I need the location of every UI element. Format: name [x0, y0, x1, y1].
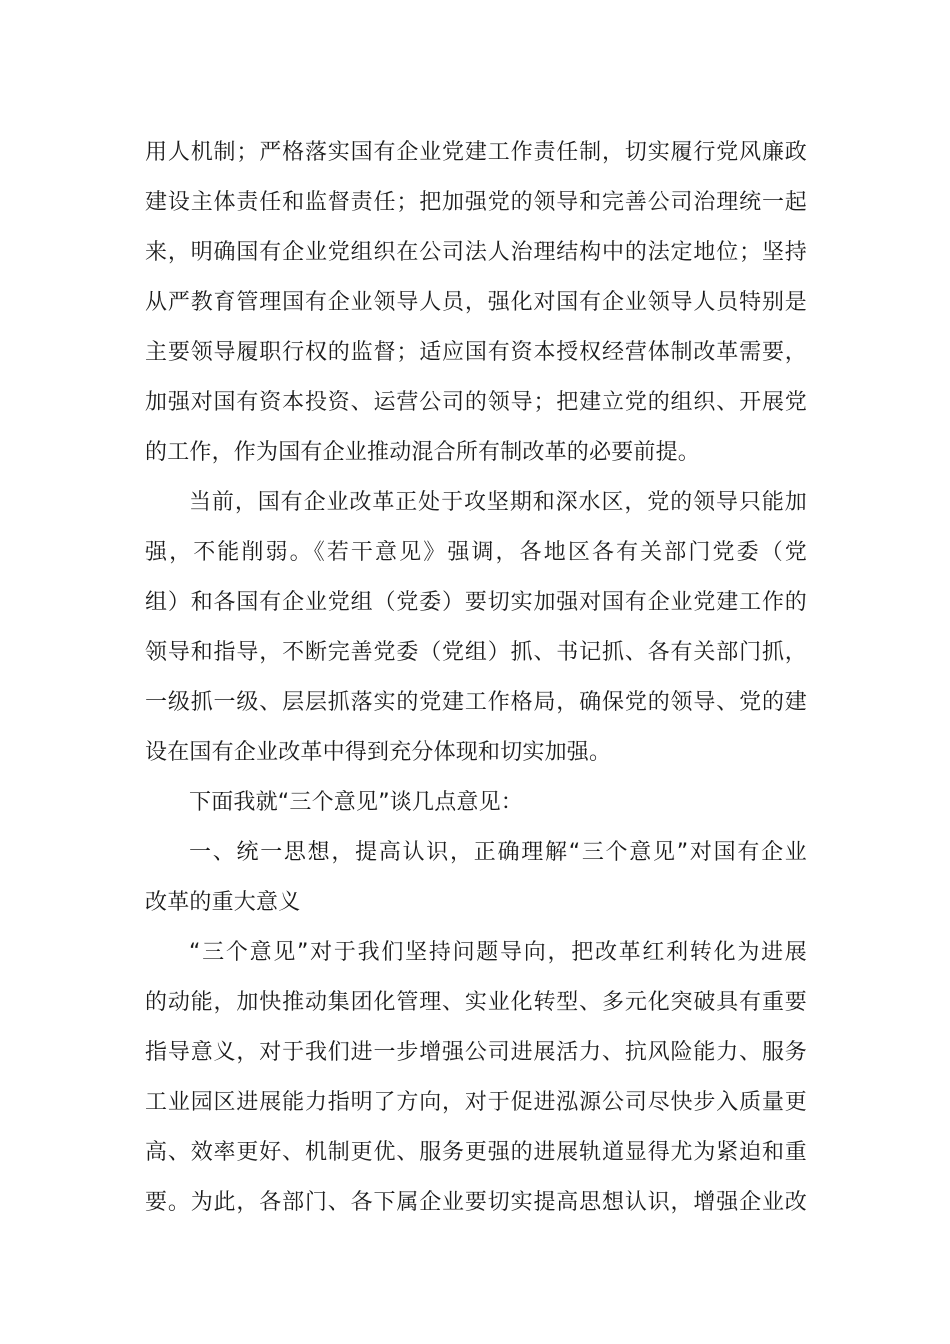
paragraph-line: 主要领导履职行权的监督；适应国有资本授权经营体制改革需要，: [145, 340, 807, 365]
paragraph-line: 加强对国有资本投资、运营公司的领导；把建立党的组织、开展党: [145, 390, 807, 415]
section-heading-line: 改革的重大意义: [145, 890, 301, 915]
paragraph-line: 领导和指导，不断完善党委（党组）抓、书记抓、各有关部门抓，: [145, 640, 807, 665]
section-heading-line: 一、统一思想，提高认识，正确理解“三个意见”对国有企业: [189, 840, 807, 865]
paragraph-line: 的工作，作为国有企业推动混合所有制改革的必要前提。: [145, 440, 701, 465]
paragraph-line: 下面我就“三个意见”谈几点意见：: [189, 790, 523, 815]
paragraph-line: 工业园区进展能力指明了方向，对于促进泓源公司尽快步入质量更: [145, 1090, 807, 1115]
paragraph-line: 一级抓一级、层层抓落实的党建工作格局，确保党的领导、党的建: [145, 690, 807, 715]
paragraph-line: 强，不能削弱。《若干意见》强调，各地区各有关部门党委（党: [145, 540, 807, 565]
paragraph-line: 当前，国有企业改革正处于攻坚期和深水区，党的领导只能加: [189, 490, 807, 515]
paragraph-line: 的动能，加快推动集团化管理、实业化转型、多元化突破具有重要: [145, 990, 807, 1015]
paragraph-line: 高、效率更好、机制更优、服务更强的进展轨道显得尤为紧迫和重: [145, 1140, 807, 1165]
paragraph-line: 要。为此，各部门、各下属企业要切实提高思想认识，增强企业改: [145, 1190, 807, 1215]
paragraph-line: 组）和各国有企业党组（党委）要切实加强对国有企业党建工作的: [145, 590, 807, 615]
paragraph-line: 指导意义，对于我们进一步增强公司进展活力、抗风险能力、服务: [145, 1040, 807, 1065]
paragraph-line: “三个意见”对于我们坚持问题导向，把改革红利转化为进展: [189, 940, 807, 965]
paragraph-line: 设在国有企业改革中得到充分体现和切实加强。: [145, 740, 612, 765]
paragraph-line: 从严教育管理国有企业领导人员，强化对国有企业领导人员特别是: [145, 290, 807, 315]
paragraph-line: 用人机制；严格落实国有企业党建工作责任制，切实履行党风廉政: [145, 140, 807, 165]
paragraph-line: 来，明确国有企业党组织在公司法人治理结构中的法定地位；坚持: [145, 240, 807, 265]
paragraph-line: 建设主体责任和监督责任；把加强党的领导和完善公司治理统一起: [145, 190, 807, 215]
